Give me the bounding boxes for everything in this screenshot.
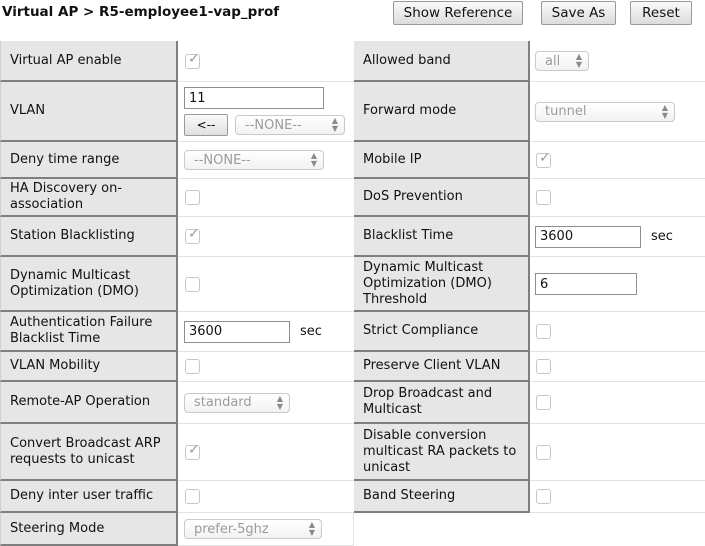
table-row [0, 217, 705, 257]
remote-ap-operation-label: Remote-AP Operation [0, 382, 178, 424]
ha-discovery-label: HA Discovery on-association [0, 179, 178, 217]
table-row [0, 41, 705, 82]
band-steering-checkbox[interactable] [536, 489, 551, 504]
dmo-threshold-label: Dynamic Multicast Optimization (DMO) Threshold [354, 257, 530, 312]
steering-mode-label: Steering Mode [0, 513, 178, 546]
auth-failure-blacklist-time-label: Authentication Failure Blacklist Time [0, 312, 178, 352]
table-row [0, 481, 705, 513]
ha-discovery-checkbox[interactable] [185, 190, 200, 205]
blacklist-time-unit: sec [651, 229, 673, 244]
page-header [0, 0, 705, 30]
preserve-client-vlan-checkbox[interactable] [536, 359, 551, 374]
remote-ap-operation-select[interactable]: standard ▲ ▼ [184, 393, 290, 413]
table-row [0, 82, 705, 142]
blacklist-time-label: Blacklist Time [354, 217, 530, 257]
allowed-band-select[interactable]: all ▲ ▼ [535, 51, 589, 71]
deny-time-range-label: Deny time range [0, 142, 178, 179]
table-row [0, 513, 705, 546]
table-row [0, 352, 705, 382]
strict-compliance-checkbox[interactable] [536, 324, 551, 339]
mobile-ip-checkbox[interactable] [536, 149, 551, 168]
disable-ra-conversion-checkbox[interactable] [536, 445, 551, 460]
table-row [0, 382, 705, 424]
mobile-ip-label: Mobile IP [354, 142, 530, 179]
updown-arrows-icon: ▲ ▼ [331, 116, 338, 133]
updown-arrows-icon: ▲ ▼ [575, 52, 582, 69]
drop-broadcast-multicast-label: Drop Broadcast and Multicast [354, 382, 530, 424]
preserve-client-vlan-label: Preserve Client VLAN [354, 352, 530, 382]
strict-compliance-label: Strict Compliance [354, 312, 530, 352]
reset-button[interactable]: Reset [630, 1, 692, 25]
checkmark-icon: ✓ [188, 226, 200, 242]
vlan-select[interactable]: --NONE-- ▲ ▼ [235, 115, 345, 135]
table-row [0, 142, 705, 179]
dos-prevention-label: DoS Prevention [354, 179, 530, 217]
vlan-add-button[interactable]: <-- [184, 114, 228, 136]
band-steering-label: Band Steering [354, 481, 530, 513]
checkmark-icon: ✓ [539, 149, 551, 166]
page-title: Virtual AP > R5-employee1-vap_prof [2, 4, 280, 20]
show-reference-button[interactable]: Show Reference [393, 1, 523, 25]
table-row [0, 312, 705, 352]
forward-mode-label: Forward mode [354, 82, 530, 142]
vlan-mobility-label: VLAN Mobility [0, 352, 178, 382]
checkmark-icon: ✓ [188, 50, 200, 67]
deny-time-range-select[interactable]: --NONE-- ▲ ▼ [184, 150, 324, 170]
drop-broadcast-multicast-checkbox[interactable] [536, 395, 551, 410]
dmo-checkbox[interactable] [185, 277, 200, 292]
dos-prevention-checkbox[interactable] [536, 190, 551, 205]
steering-mode-select[interactable]: prefer-5ghz ▲ ▼ [184, 519, 322, 539]
station-blacklisting-checkbox[interactable] [185, 226, 200, 244]
disable-ra-conversion-label: Disable conversion multicast RA packets to unicast [354, 424, 530, 481]
table-row [0, 257, 705, 312]
auth-failure-blacklist-time-unit: sec [300, 324, 322, 339]
table-row [0, 424, 705, 481]
updown-arrows-icon: ▲ ▼ [661, 102, 668, 120]
save-as-button[interactable]: Save As [541, 1, 616, 25]
vlan-mobility-checkbox[interactable] [185, 359, 200, 374]
vlan-input[interactable] [184, 87, 324, 109]
virtual-ap-enable-checkbox[interactable] [185, 50, 200, 69]
convert-broadcast-arp-checkbox[interactable] [185, 441, 200, 460]
dmo-threshold-input[interactable] [535, 273, 637, 295]
virtual-ap-enable-label: Virtual AP enable [0, 41, 178, 82]
allowed-band-label: Allowed band [354, 41, 530, 82]
dmo-label: Dynamic Multicast Optimization (DMO) [0, 257, 178, 312]
forward-mode-select[interactable]: tunnel ▲ ▼ [535, 102, 675, 122]
deny-inter-user-traffic-label: Deny inter user traffic [0, 481, 178, 513]
convert-broadcast-arp-label: Convert Broadcast ARP requests to unicast [0, 424, 178, 481]
station-blacklisting-label: Station Blacklisting [0, 217, 178, 257]
updown-arrows-icon: ▲ ▼ [308, 520, 315, 537]
blacklist-time-input[interactable] [535, 226, 641, 248]
updown-arrows-icon: ▲ ▼ [276, 393, 283, 411]
updown-arrows-icon: ▲ ▼ [310, 151, 317, 168]
table-row [0, 179, 705, 217]
checkmark-icon: ✓ [188, 441, 200, 458]
deny-inter-user-traffic-checkbox[interactable] [185, 489, 200, 504]
vlan-label: VLAN [0, 82, 178, 142]
auth-failure-blacklist-time-input[interactable] [184, 321, 290, 343]
